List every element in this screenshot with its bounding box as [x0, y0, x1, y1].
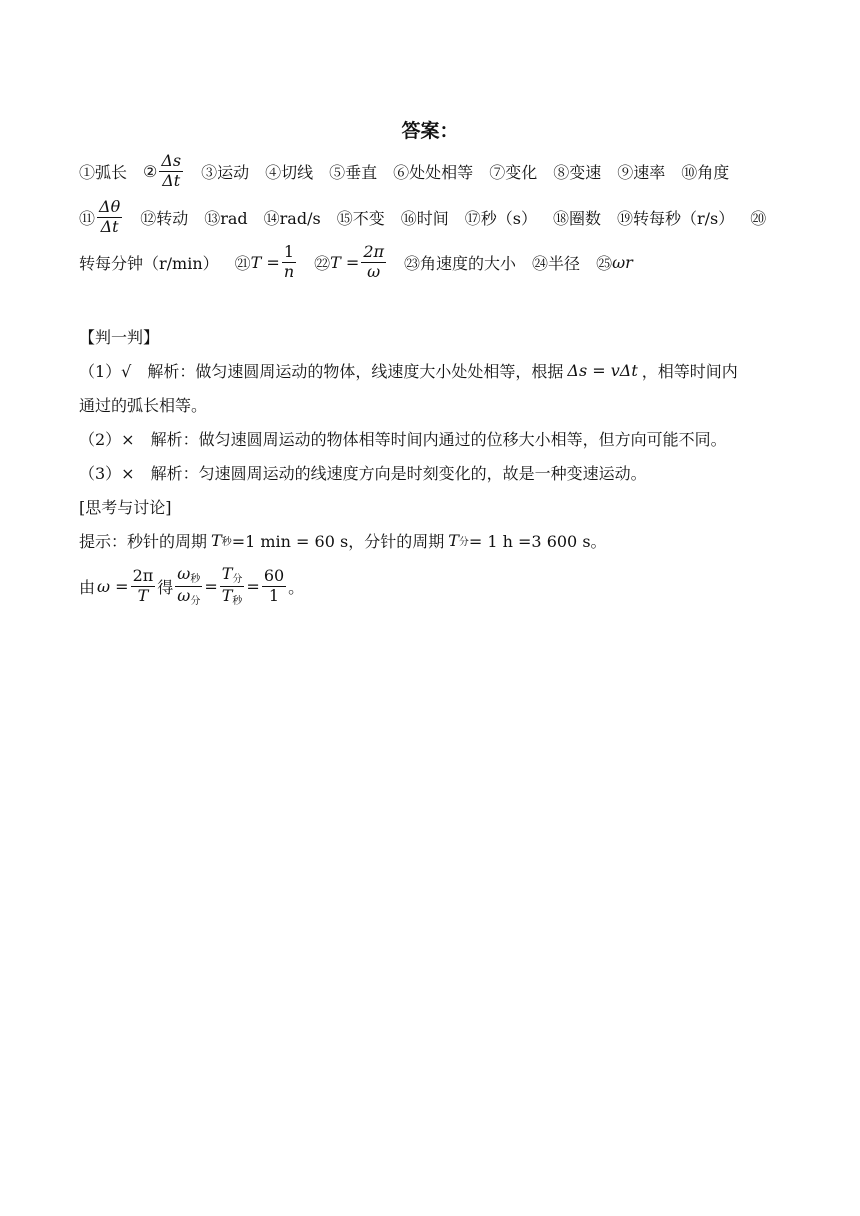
minute-hand-period-symbol: T [448, 531, 459, 550]
answer-20: ⑳ [750, 208, 767, 228]
answer-20-text: 转每分钟（r/min） [79, 253, 219, 273]
formula-fraction-1 [131, 567, 156, 605]
judge-item-1-formula: Δs = vΔt [567, 361, 638, 380]
answer-11-prefix: ⑪ [79, 208, 96, 228]
answer-2-fraction [159, 152, 183, 190]
answer-16: ⑯时间 [400, 208, 449, 228]
formula-fraction-2-numerator: ω [177, 564, 191, 583]
formula-fraction-2-denominator-sub: 分 [190, 595, 201, 607]
judge-item-3: （3）× 解析：匀速圆周运动的线速度方向是时刻变化的，故是一种变速运动。 [79, 464, 647, 483]
answer-22-lhs: T = [330, 252, 360, 272]
answer-row-3 [79, 240, 633, 284]
formula-fraction-2-denominator: ω [177, 585, 191, 605]
discuss-hint-text-c: = 1 h =3 600 s。 [468, 532, 607, 551]
answer-21-lhs: T = [250, 252, 280, 272]
judge-item-1-tail: ，相等时间内 [641, 362, 738, 381]
answer-row-1 [79, 150, 729, 192]
discuss-formula [79, 562, 304, 610]
formula-fraction-3 [220, 565, 245, 607]
answer-5: ⑤垂直 [329, 162, 378, 182]
answer-22-prefix: ㉒ [314, 253, 331, 273]
answer-14: ⑭rad/s [263, 208, 321, 228]
answer-15: ⑮不变 [336, 208, 385, 228]
judge-item-2: （2）× 解析：做匀速圆周运动的物体相等时间内通过的位移大小相等，但方向可能不同。 [79, 430, 727, 449]
answer-10: ⑩角度 [681, 162, 730, 182]
answer-2-prefix: ② [143, 161, 158, 181]
second-hand-period-symbol: T [211, 531, 222, 550]
formula-de: 得 [157, 577, 174, 597]
answer-18: ⑱圈数 [552, 208, 601, 228]
answer-11-numerator: Δθ [99, 197, 121, 217]
answer-12: ⑫转动 [140, 208, 189, 228]
judge-item-1-text: （1）√ 解析：做匀速圆周运动的物体，线速度大小处处相等，根据 [79, 362, 564, 381]
answer-21-numerator: 1 [283, 242, 295, 262]
answer-2-denominator: Δt [162, 170, 181, 190]
formula-fraction-2 [175, 565, 202, 607]
answer-9: ⑨速率 [617, 162, 666, 182]
formula-equals-2: = [246, 576, 260, 596]
formula-fraction-1-denominator: T [137, 585, 149, 605]
answer-7: ⑦变化 [489, 162, 538, 182]
answer-24: ㉔半径 [532, 253, 581, 273]
formula-fraction-3-numerator-sub: 分 [232, 574, 243, 585]
answer-23: ㉓角速度的大小 [404, 253, 517, 273]
page-title: 答案： [401, 120, 459, 142]
formula-prefix: 由 [79, 577, 96, 597]
judge-item-1-continued: 通过的弧长相等。 [79, 396, 208, 415]
formula-fraction-4-numerator: 60 [263, 566, 285, 586]
judge-item-1 [79, 359, 738, 382]
discuss-hint-text-a: 提示：秒针的周期 [79, 532, 208, 551]
answer-13: ⑬rad [204, 208, 248, 228]
answer-2-numerator: Δs [161, 151, 182, 171]
second-hand-subscript: 秒 [221, 537, 232, 548]
answer-8: ⑧变速 [553, 162, 602, 182]
formula-fraction-1-numerator: 2π [132, 566, 154, 586]
formula-fraction-4-denominator: 1 [268, 585, 280, 605]
answer-25-expression: ωr [612, 252, 633, 272]
answer-22-fraction [361, 243, 386, 281]
formula-omega-lhs: ω = [97, 576, 129, 596]
answer-17: ⑰秒（s） [464, 208, 537, 228]
formula-equals-1: = [204, 576, 218, 596]
answer-11-denominator: Δt [100, 216, 119, 236]
minute-hand-subscript: 分 [458, 537, 469, 548]
answer-19: ⑲转每秒（r/s） [616, 208, 735, 228]
answer-1: ①弧长 [79, 162, 128, 182]
formula-end: 。 [288, 577, 305, 597]
answer-21-prefix: ㉑ [234, 253, 251, 273]
formula-fraction-4 [262, 567, 286, 605]
discuss-heading: [思考与讨论] [79, 498, 172, 517]
discuss-hint-text-b: =1 min = 60 s，分针的周期 [231, 532, 445, 551]
answer-25-prefix: ㉕ [596, 253, 613, 273]
formula-fraction-3-numerator: T [221, 564, 233, 583]
answer-6: ⑥处处相等 [393, 162, 474, 182]
answer-row-2 [79, 196, 766, 238]
discuss-hint [79, 529, 607, 552]
answer-11-fraction [97, 198, 122, 236]
judge-heading: 【判一判】 [79, 328, 160, 347]
answer-4: ④切线 [265, 162, 314, 182]
formula-fraction-3-denominator-sub: 秒 [232, 595, 243, 607]
formula-fraction-3-denominator: T [221, 585, 233, 605]
answer-22-denominator: ω [367, 261, 381, 281]
answer-21-denominator: n [283, 261, 295, 281]
answer-21-fraction [282, 243, 296, 281]
formula-fraction-2-numerator-sub: 秒 [190, 574, 201, 585]
answer-22-numerator: 2π [363, 242, 385, 262]
answer-3: ③运动 [201, 162, 250, 182]
